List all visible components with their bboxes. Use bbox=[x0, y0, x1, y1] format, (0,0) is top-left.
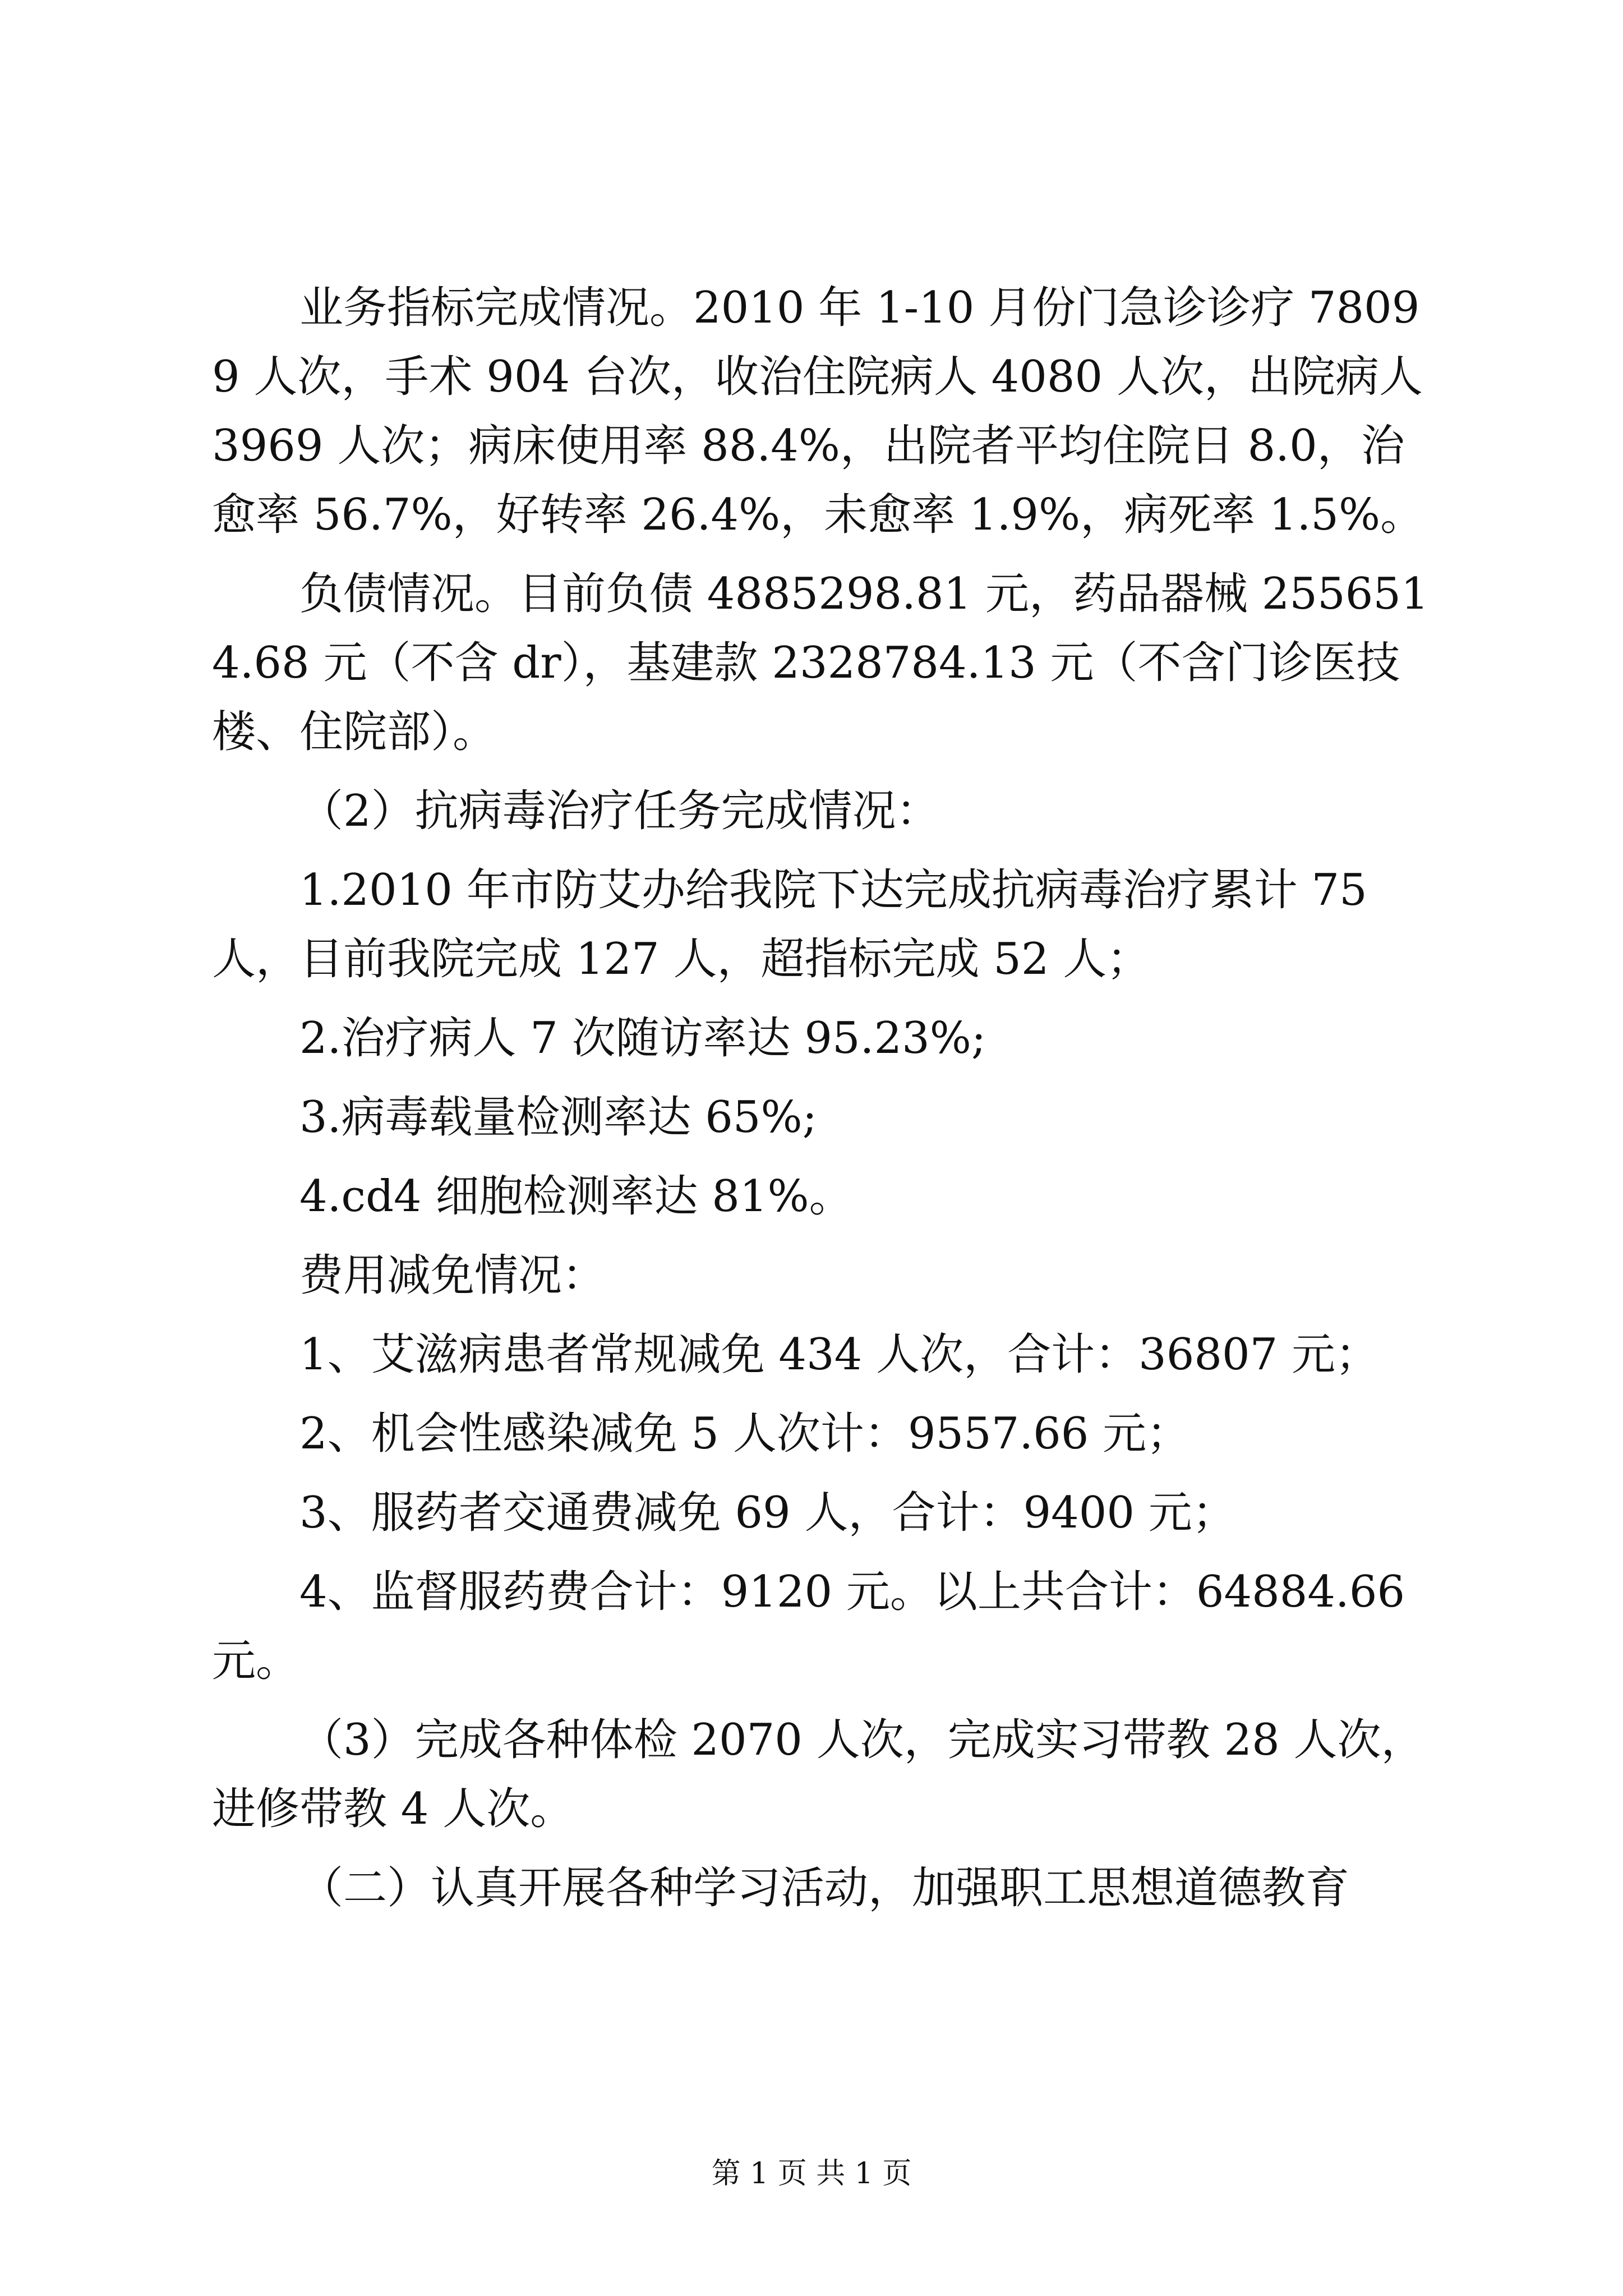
paragraph-physical-exams: （3）完成各种体检 2070 人次，完成实习带教 28 人次，进修带教 4 人次。 bbox=[212, 1715, 1425, 1834]
paragraph-antiviral-item-1: 1.2010 年市防艾办给我院下达完成抗病毒治疗累计 75 人，目前我院完成 127 人，超指标完成 52 人； bbox=[212, 865, 1367, 984]
paragraph-fee-item-1: 1、艾滋病患者常规减免 434 人次，合计：36807 元； bbox=[299, 1329, 1380, 1380]
paragraph-antiviral-item-3: 3.病毒载量检测率达 65%; bbox=[299, 1092, 817, 1143]
paragraph-antiviral-item-2: 2.治疗病人 7 次随访率达 95.23%; bbox=[299, 1013, 986, 1064]
document-body bbox=[212, 274, 1435, 1923]
paragraph-antiviral-heading: （2）抗病毒治疗任务完成情况： bbox=[299, 786, 940, 836]
paragraph-section-two-heading: （二）认真开展各种学习活动，加强职工思想道德教育 bbox=[299, 1863, 1350, 1913]
paragraph-liabilities: 负债情况。目前负债 4885298.81 元，药品器械 2556514.68 元（不含 dr），基建款 2328784.13 元（不含门诊医技楼、住院部）。 bbox=[212, 569, 1429, 757]
paragraph-fee-reduction-heading: 费用减免情况： bbox=[299, 1250, 606, 1301]
paragraph-fee-item-4: 4、监督服药费合计：9120 元。以上共合计：64884.66 元。 bbox=[212, 1567, 1405, 1686]
paragraph-antiviral-item-4: 4.cd4 细胞检测率达 81%。 bbox=[299, 1171, 853, 1222]
paragraph-fee-item-3: 3、服药者交通费减免 69 人，合计：9400 元； bbox=[299, 1488, 1236, 1538]
paragraph-fee-item-2: 2、机会性感染减免 5 人次计：9557.66 元； bbox=[299, 1409, 1191, 1459]
paragraph-business-indicators: 业务指标完成情况。2010 年 1-10 月份门急诊诊疗 78099 人次，手术 904 台次，收治住院病人 4080 人次，出院病人 3969 人次；病床使用率 88.4%，出院者平均住院日 8.0，治愈率 56.7%，好转率 26.4%，未愈率 1.9%，病死率 1.5%。 bbox=[212, 283, 1424, 540]
page-footer: 第 1 页 共 1 页 bbox=[711, 2157, 912, 2191]
